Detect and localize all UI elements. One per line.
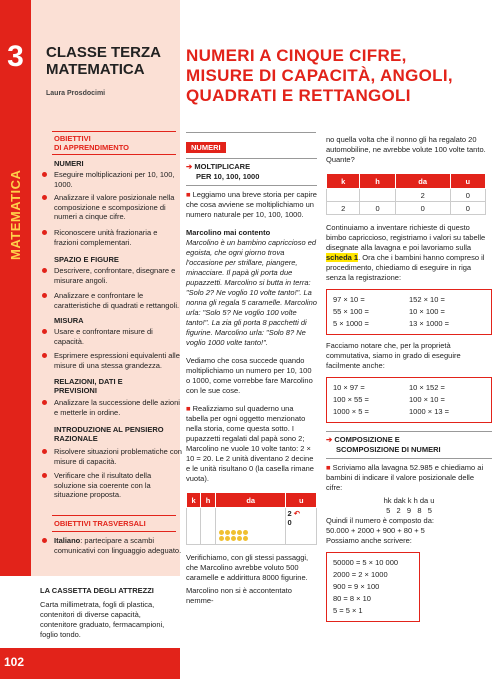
text-column-2 xyxy=(326,135,492,622)
bullet-icon xyxy=(42,400,47,405)
divider xyxy=(186,185,317,186)
list-item xyxy=(54,291,182,310)
exercise-item: 900 = 9 × 100 xyxy=(333,582,380,591)
section-pill: NUMERI xyxy=(186,142,226,153)
page-title-line-1: NUMERI A CINQUE CIFRE, xyxy=(186,46,407,65)
list-item-text: Verificare che il risultato della soluzione sia coerente con la situazione proposta. xyxy=(54,471,152,499)
bullet-icon xyxy=(42,449,47,454)
worksheet-link: scheda 1 xyxy=(326,253,359,262)
list-item-text: Riconoscere unità frazionaria e frazioni complementari. xyxy=(54,228,158,247)
exercise-item: 1000 × 5 = xyxy=(333,407,369,416)
section-title: MISURA xyxy=(54,316,84,325)
list-item-text: Eseguire moltiplicazioni per 10, 100, 1000. xyxy=(54,170,175,189)
table-header: h xyxy=(201,493,216,508)
list-item xyxy=(54,536,182,555)
divider xyxy=(52,131,176,132)
paragraph: Marcolino non si è accontentato nemme- xyxy=(186,586,292,605)
list-item xyxy=(54,193,182,222)
exercise-item: 100 × 55 = xyxy=(333,395,369,404)
exercise-item: 13 × 1000 = xyxy=(409,319,450,328)
exercise-item: 10 × 100 = xyxy=(409,307,445,316)
square-bullet-icon: ■ xyxy=(186,404,193,413)
table-cell: 0 xyxy=(450,189,485,202)
paragraph-text: . Ora che i bambini hanno compreso il procedimento, chiediamo di eseguire in riga senza la registrazione: xyxy=(326,253,485,282)
sidebar-gap xyxy=(0,576,31,648)
arrow-icon: ➔ xyxy=(326,435,333,444)
list-item xyxy=(54,351,182,370)
exercise-item: 1000 × 13 = xyxy=(409,407,450,416)
list-item-text: Risolvere situazioni problematiche con misure di capacità. xyxy=(54,447,182,466)
paragraph: 50.000 + 2000 + 900 + 80 + 5 xyxy=(326,526,425,535)
divider xyxy=(326,458,492,459)
table-header: u xyxy=(450,174,485,189)
objectives-heading xyxy=(54,134,129,152)
subsection-title-line-1: MOLTIPLICARE xyxy=(194,162,251,171)
paragraph xyxy=(186,404,317,484)
bullet-icon xyxy=(42,195,47,200)
table-cell xyxy=(187,508,201,545)
arrow-icon: ➔ xyxy=(186,162,193,171)
list-item xyxy=(54,327,182,346)
exercise-item: 100 × 10 = xyxy=(409,395,445,404)
bullet-icon xyxy=(42,473,47,478)
list-item-text: Analizzare la successione delle azioni e metterle in ordine. xyxy=(54,398,180,417)
bullet-icon xyxy=(42,353,47,358)
table-cell: 2 xyxy=(395,189,450,202)
table-header: k xyxy=(327,174,360,189)
exercise-box xyxy=(326,377,492,423)
divider xyxy=(52,154,176,155)
paragraph: Possiamo anche scrivere: xyxy=(326,536,412,545)
chapter-number: 3 xyxy=(7,40,24,73)
exercise-item: 97 × 10 = xyxy=(333,295,365,304)
curved-arrow-icon: ↶ xyxy=(293,509,301,518)
class-title-line-2: MATEMATICA xyxy=(46,61,145,78)
table-cell xyxy=(327,189,360,202)
paragraph: no quella volta che il nonno gli ha regalato 20 automobiline, ne avrebbe volute 100 volte tanto. Quante? xyxy=(326,135,486,164)
list-item-text: Analizzare il valore posizionale nella composizione e scomposizione di numeri a cinque cifre. xyxy=(54,193,175,221)
class-title-line-1: CLASSE TERZA xyxy=(46,44,162,61)
square-bullet-icon: ■ xyxy=(186,190,193,199)
author-name: Laura Prosdocimi xyxy=(46,90,106,97)
exercise-item: 55 × 100 = xyxy=(333,307,369,316)
bullet-icon xyxy=(42,538,47,543)
story-title: Marcolino mai contento xyxy=(186,228,271,237)
tens-blocks xyxy=(217,528,285,543)
bullet-icon xyxy=(42,172,47,177)
page-title xyxy=(186,46,496,106)
paragraph xyxy=(326,223,492,283)
cell-value: 2 xyxy=(287,509,292,518)
story-text: Marcolino è un bambino capriccioso ed egoista, che ogni giorno trova l'occasione per strillare, piangere, minacciare. Il papà gli porta due pupazzetti. Marcolino si butta in terra: "Solo 2? Ne voglio 10 volte tanto!". La nonna gli regala 5 caramelle. Marcolino urla: "Solo 5? Ne voglio 100 volte tanto!". La zia gli porta 8 pacchetti di figurine. Marcolino urla: "Solo 8? Ne voglio 1000 volte tanto!". xyxy=(186,238,317,347)
divider xyxy=(186,132,316,133)
paragraph-text: Realizziamo sul quaderno una tabella per ogni oggetto menzionato nella storia, come questa sotto. I pupazzetti regalati dal papà sono 2; Marcolino ne vuole 10 volte tanto: 2 × 10 = 20. Le 2 unità diventano 2 decine e le unità risultano 0 (la casella rimane vuota). xyxy=(186,404,314,483)
class-title xyxy=(46,44,176,78)
exercise-item: 5 × 1000 = xyxy=(333,319,369,328)
place-value-table xyxy=(186,492,317,545)
exercise-item: 80 = 8 × 10 xyxy=(333,594,371,603)
place-value-header: hk dak k h da u xyxy=(383,496,435,505)
section-title: RELAZIONI, DATI E PREVISIONI xyxy=(54,377,123,395)
table-header: u xyxy=(286,493,317,508)
subsection-title xyxy=(326,435,492,455)
table-cell: 0 xyxy=(360,202,395,215)
exercise-item: 152 × 10 = xyxy=(409,295,445,304)
paragraph-text: Leggiamo una breve storia per capire che cosa avviene se moltiplichiamo un numero naturale per 10, 100, 1000. xyxy=(186,190,317,219)
divider xyxy=(186,158,317,159)
paragraph: Vediamo che cosa succede quando moltiplichiamo un numero per 10, 100 o 1000, come vorrebbe fare Marcolino con le sue cose. xyxy=(186,356,313,395)
section-title: SPAZIO E FIGURE xyxy=(54,255,119,264)
table-header: da xyxy=(215,493,286,508)
divider xyxy=(326,431,492,432)
list-item xyxy=(54,228,182,247)
place-value-digits: 5 2 9 8 5 xyxy=(386,506,432,515)
divider xyxy=(52,531,176,532)
bullet-icon xyxy=(42,230,47,235)
paragraph xyxy=(186,190,317,220)
page-number: 102 xyxy=(4,655,25,669)
list-item xyxy=(54,398,182,417)
list-item xyxy=(54,447,182,466)
objectives-heading-line-2: DI APPRENDIMENTO xyxy=(54,143,130,152)
exercise-item: 2000 = 2 × 1000 xyxy=(333,570,388,579)
subject-vertical-label: MATEMATICA xyxy=(8,169,23,261)
section-title: NUMERI xyxy=(54,159,84,168)
subsection-title xyxy=(186,162,317,182)
list-item-text: Analizzare e confrontare le caratteristiche di quadrati e rettangoli. xyxy=(54,291,180,310)
exercise-item: 10 × 97 = xyxy=(333,383,365,392)
table-cell xyxy=(286,508,317,545)
list-item xyxy=(54,266,182,285)
paragraph: Facciamo notare che, per la proprietà commutativa, siamo in grado di eseguire facilmente anche: xyxy=(326,341,461,370)
exercise-item: 50000 = 5 × 10 000 xyxy=(333,558,399,567)
table-cell xyxy=(360,189,395,202)
square-bullet-icon: ■ xyxy=(326,463,333,472)
exercise-item: 10 × 152 = xyxy=(409,383,445,392)
divider xyxy=(52,515,176,516)
section-title: INTRODUZIONE AL PENSIERO RAZIONALE xyxy=(54,425,164,443)
page-title-line-2: MISURE DI CAPACITÀ, ANGOLI, xyxy=(186,66,453,85)
table-header: k xyxy=(187,493,201,508)
bullet-icon xyxy=(42,268,47,273)
table-cell: 0 xyxy=(450,202,485,215)
exercise-box xyxy=(326,289,492,335)
toolbox-text: Carta millimetrata, fogli di plastica, contenitori di diverse capacità, contenitore graduato, fermacampioni, foglio tondo. xyxy=(40,600,165,639)
footer-band xyxy=(0,648,180,679)
bullet-icon xyxy=(42,293,47,298)
bullet-icon xyxy=(42,329,47,334)
table-cell xyxy=(215,508,286,545)
table-header: h xyxy=(360,174,395,189)
subsection-title-line-2: PER 10, 100, 1000 xyxy=(196,172,260,181)
list-item xyxy=(54,471,182,500)
list-item-text: : partecipare a scambi comunicativi con linguaggio adeguato. xyxy=(54,536,182,555)
toolbox-title: LA CASSETTA DEGLI ATTREZZI xyxy=(40,586,154,595)
subsection-title-line-2: SCOMPOSIZIONE DI NUMERI xyxy=(336,445,441,454)
paragraph: Quindi il numero è composto da: xyxy=(326,516,434,525)
place-value-table xyxy=(326,173,486,215)
table-cell: 2 xyxy=(327,202,360,215)
subsection-title-line-1: COMPOSIZIONE E xyxy=(334,435,400,444)
list-item-text: Usare e confrontare misure di capacità. xyxy=(54,327,153,346)
table-header: da xyxy=(395,174,450,189)
table-cell xyxy=(201,508,216,545)
text-column-1 xyxy=(186,135,317,606)
exercise-item: 5 = 5 × 1 xyxy=(333,606,363,615)
paragraph xyxy=(326,463,492,493)
table-cell: 0 xyxy=(395,202,450,215)
list-item xyxy=(54,170,182,189)
cell-value: 0 xyxy=(287,518,292,527)
list-item-bold: Italiano xyxy=(54,536,81,545)
paragraph-text: Continuiamo a inventare richieste di questo bimbo capriccioso, registriamo i valori su tabelle disegnate alla lavagna e poi lavoriamo sulla xyxy=(326,223,486,252)
paragraph-text: Scriviamo alla lavagna 52.985 e chiediamo ai bambini di indicare il valore posizionale delle cifre: xyxy=(326,463,484,492)
list-item-text: Esprimere espressioni equivalenti alle misure di una stessa grandezza. xyxy=(54,351,180,370)
page-title-line-3: QUADRATI E RETTANGOLI xyxy=(186,86,411,105)
transversal-heading: OBIETTIVI TRASVERSALI xyxy=(54,519,146,528)
paragraph: Verifichiamo, con gli stessi passaggi, che Marcolino avrebbe voluto 500 caramelle e addirittura 8000 figurine. xyxy=(186,553,309,582)
list-item-text: Descrivere, confrontare, disegnare e misurare angoli. xyxy=(54,266,176,285)
exercise-box xyxy=(326,552,420,622)
objectives-heading-line-1: OBIETTIVI xyxy=(54,134,91,143)
